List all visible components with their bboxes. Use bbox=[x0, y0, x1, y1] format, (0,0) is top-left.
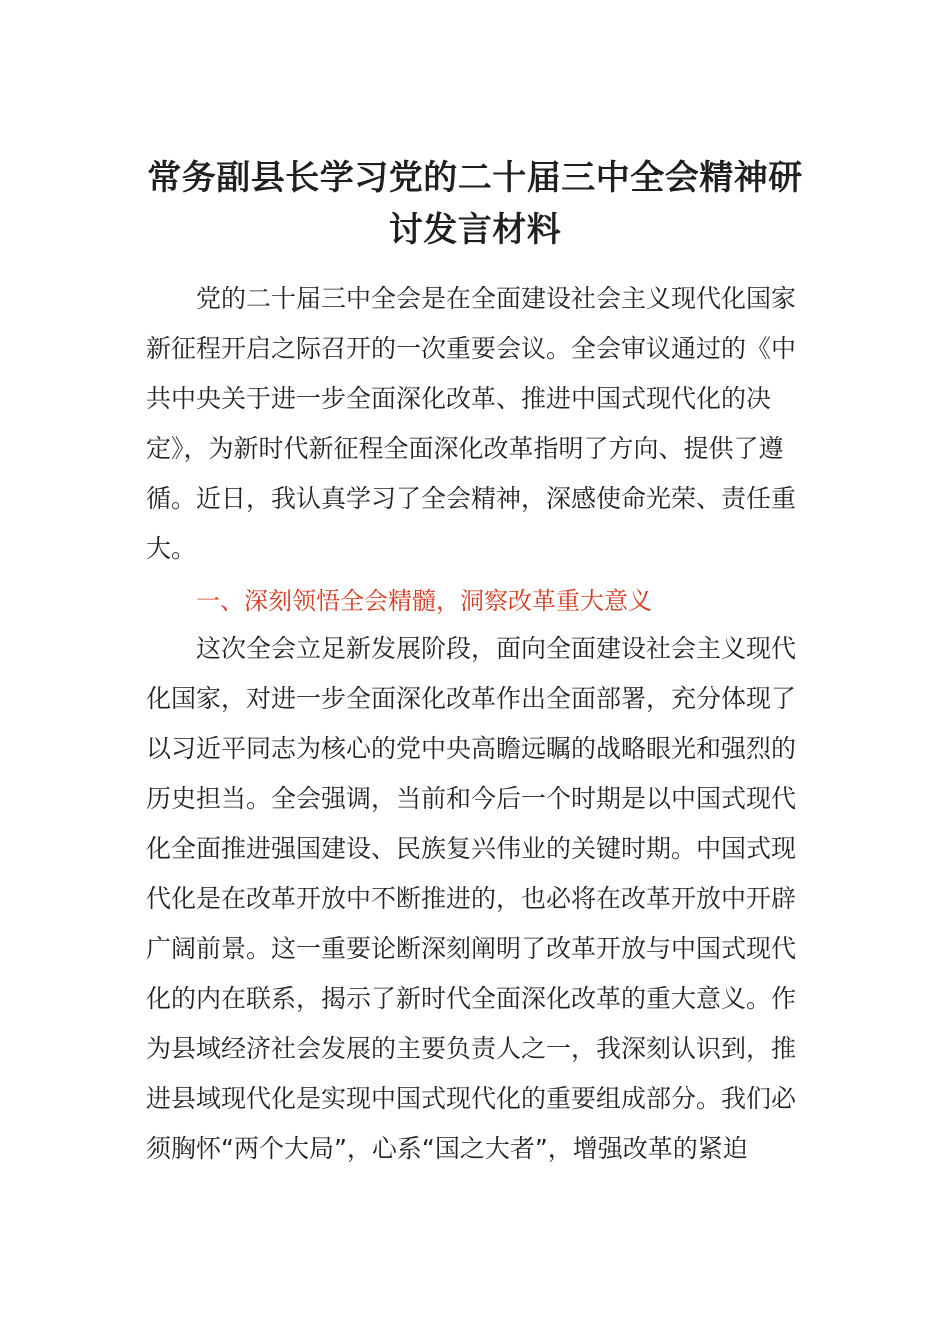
paragraph-line: 以习近平同志为核心的党中央高瞻远瞩的战略眼光和强烈的 bbox=[146, 734, 797, 763]
title-line: 讨发言材料 bbox=[388, 210, 562, 250]
document-title bbox=[110, 152, 840, 256]
paragraph-intro bbox=[146, 274, 796, 574]
paragraph-line: 党的二十届三中全会是在全面建设社会主义现代化国家 bbox=[196, 284, 797, 313]
paragraph-line: 定》，为新时代新征程全面深化改革指明了方向、提供了遵 bbox=[146, 434, 784, 463]
paragraph-section1 bbox=[146, 624, 796, 1174]
paragraph-line: 这次全会立足新发展阶段，面向全面建设社会主义现代 bbox=[196, 634, 797, 663]
paragraph-line: 化全面推进强国建设、民族复兴伟业的关键时期。中国式现 bbox=[146, 834, 797, 863]
paragraph-line: 须胸怀“两个大局”，心系“国之大者”，增强改革的紧迫 bbox=[146, 1134, 748, 1163]
paragraph-line: 化的内在联系，揭示了新时代全面深化改革的重大意义。作 bbox=[146, 984, 797, 1013]
paragraph-line: 新征程开启之际召开的一次重要会议。全会审议通过的《中 bbox=[146, 334, 797, 363]
paragraph-line: 共中央关于进一步全面深化改革、推进中国式现代化的决 bbox=[146, 384, 772, 413]
paragraph-line: 代化是在改革开放中不断推进的，也必将在改革开放中开辟 bbox=[146, 884, 797, 913]
paragraph-line: 广阔前景。这一重要论断深刻阐明了改革开放与中国式现代 bbox=[146, 934, 797, 963]
paragraph-line: 大。 bbox=[146, 534, 197, 563]
section-heading: 一、深刻领悟全会精髓，洞察改革重大意义 bbox=[196, 587, 652, 615]
paragraph-line: 循。近日，我认真学习了全会精神，深感使命光荣、责任重 bbox=[146, 484, 797, 513]
title-line: 常务副县长学习党的二十届三中全会精神研 bbox=[147, 158, 803, 198]
paragraph-line: 化国家，对进一步全面深化改革作出全面部署，充分体现了 bbox=[146, 684, 797, 713]
paragraph-line: 为县域经济社会发展的主要负责人之一，我深刻认识到，推 bbox=[146, 1034, 797, 1063]
paragraph-line: 进县域现代化是实现中国式现代化的重要组成部分。我们必 bbox=[146, 1084, 797, 1113]
paragraph-line: 历史担当。全会强调，当前和今后一个时期是以中国式现代 bbox=[146, 784, 797, 813]
